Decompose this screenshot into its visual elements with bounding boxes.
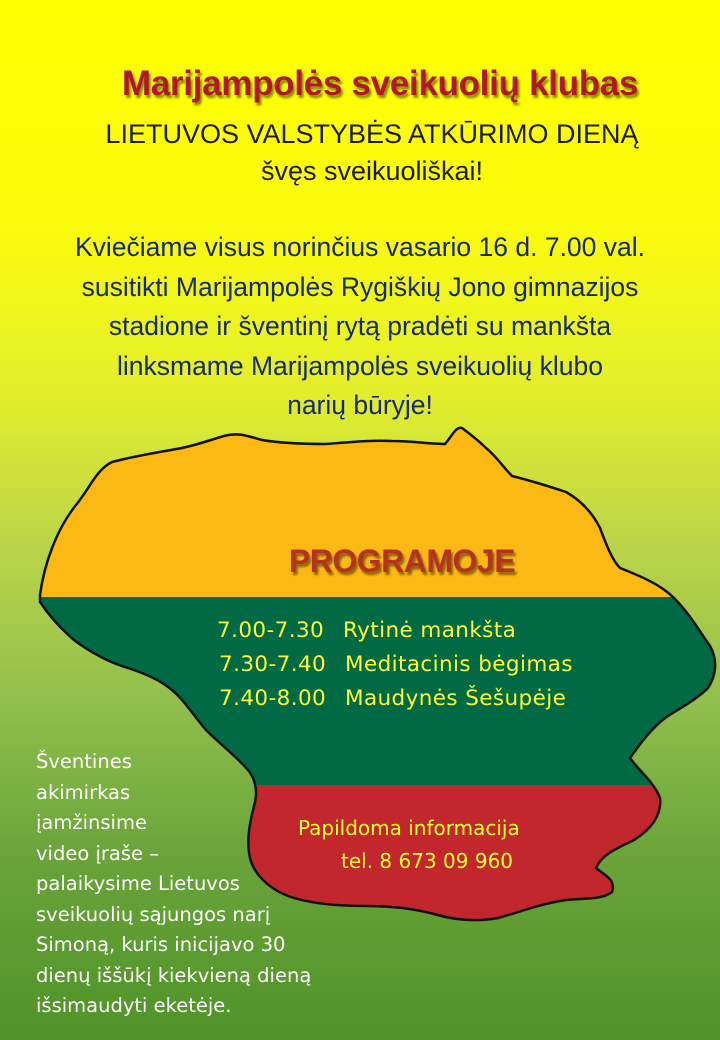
side-note-line: išsimaudyti eketėje. — [36, 994, 232, 1017]
side-note-line: įamžinsime — [36, 811, 147, 834]
contact-label: Papildoma informacija — [298, 816, 520, 840]
program-activity: Rytinė mankšta — [343, 618, 517, 643]
invitation-line: susitikti Marijampolės Rygiškių Jono gimnazijos — [81, 271, 639, 302]
side-note-line: Simoną, kuris inicijavo 30 — [36, 933, 286, 956]
program-time: 7.40-8.00 — [219, 686, 327, 711]
program-item — [217, 618, 516, 643]
contact-phone: tel. 8 673 09 960 — [341, 849, 514, 873]
program-activity: Meditacinis bėgimas — [345, 652, 573, 677]
invitation-line: Kviečiame visus norinčius vasario 16 d. 7.00 val. — [74, 232, 646, 262]
invitation-line: linksmame Marijampolės sveikuolių klubo — [116, 350, 604, 381]
side-note-line: akimirkas — [36, 780, 131, 804]
side-note-line: sveikuolių sąjungos narį — [36, 902, 271, 926]
side-note-line: video įraše – — [36, 841, 159, 865]
club-title: Marijampolės sveikuolių klubas — [121, 64, 639, 103]
program-activity: Maudynės Šešupėje — [345, 686, 567, 711]
program-time: 7.00-7.30 — [217, 618, 325, 643]
program-title: PROGRAMOJE — [288, 543, 516, 579]
side-note-line: dienų iššūkį kiekvieną dieną — [36, 963, 312, 987]
side-note — [36, 747, 336, 1022]
invitation-line: stadione ir šventinį rytą pradėti su mankšta — [108, 311, 612, 341]
program-time: 7.30-7.40 — [219, 652, 327, 677]
program-item — [219, 686, 566, 711]
event-subtitle: LIETUVOS VALSTYBĖS ATKŪRIMO DIENĄ — [105, 119, 639, 149]
side-note-line: Šventines — [36, 750, 132, 773]
program-item — [219, 652, 573, 677]
side-note-line: palaikysime Lietuvos — [36, 872, 240, 895]
event-tagline: švęs sveikuoliškai! — [260, 156, 484, 186]
invitation-line: narių būryje! — [287, 390, 433, 420]
